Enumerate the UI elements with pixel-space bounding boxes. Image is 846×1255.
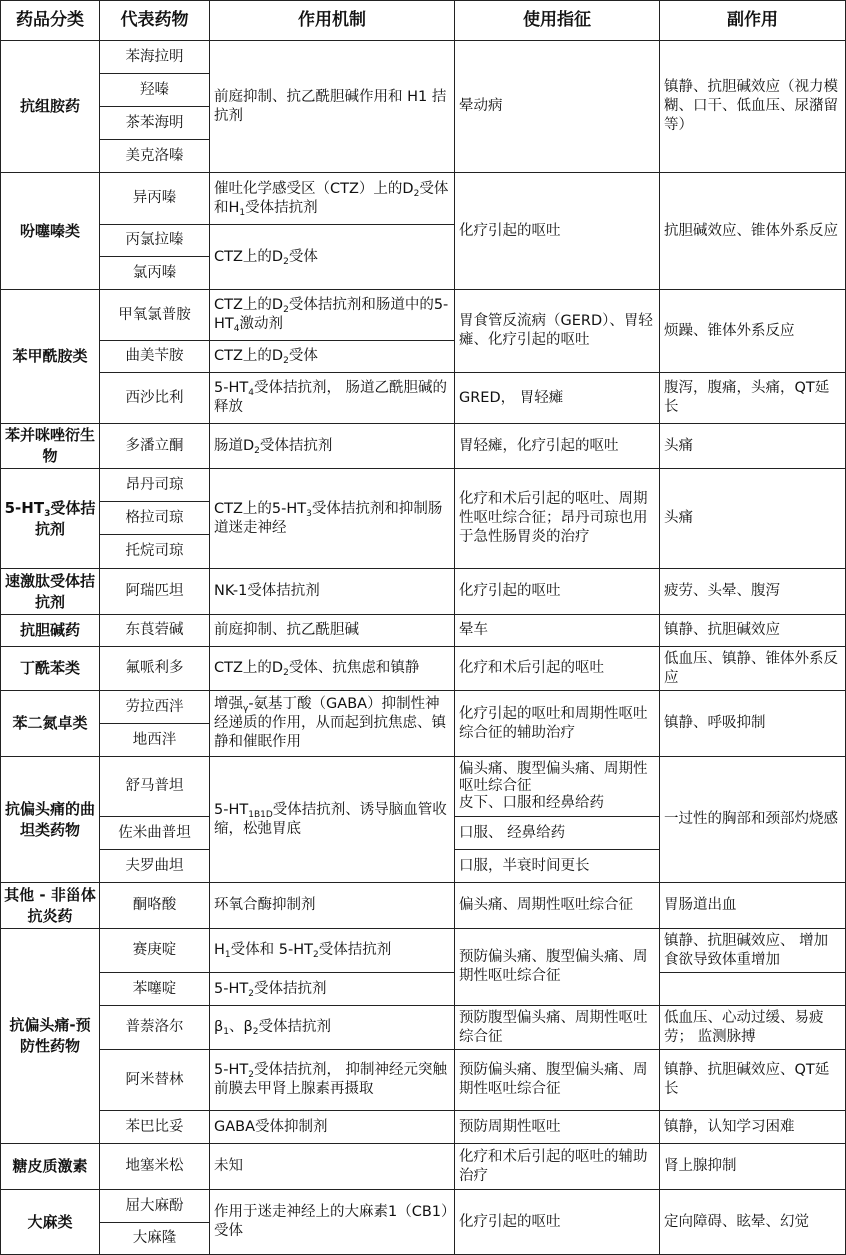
- text: 5-HT: [214, 801, 249, 818]
- text: 偏头痛、腹型偏头痛、周期性呕吐综合征: [459, 761, 648, 794]
- text: 受体拮抗剂、诱导脑血管收缩，松弛胃底: [214, 801, 447, 837]
- indication-cell: 化疗引起的呕吐: [455, 569, 660, 615]
- header-drug: 代表药物: [100, 1, 210, 41]
- text: 受体拮抗剂: [253, 980, 327, 997]
- category-benzamide: 苯甲酰胺类: [1, 290, 100, 424]
- subscript: 2: [283, 305, 289, 315]
- side-effect-cell: 镇静、抗胆碱效应、 增加食欲导致体重增加: [660, 929, 846, 973]
- side-effect-cell: [660, 973, 846, 1006]
- mechanism-cell: [210, 424, 455, 469]
- side-effect-cell: 抗胆碱效应、锥体外系反应: [660, 173, 846, 290]
- mechanism-cell: [210, 341, 455, 373]
- indication-cell: 偏头痛、周期性呕吐综合征: [455, 883, 660, 929]
- mechanism-cell: 环氧合酶抑制剂: [210, 883, 455, 929]
- side-effect-cell: 腹泻，腹痛，头痛，QT延长: [660, 373, 846, 424]
- mechanism-cell: [210, 173, 455, 225]
- indication-cell: GRED， 胃轻瘫: [455, 373, 660, 424]
- side-effect-cell: 镇静、抗胆碱效应、QT延长: [660, 1050, 846, 1111]
- indication-cell: 胃轻瘫，化疗引起的呕吐: [455, 424, 660, 469]
- indication-cell: 化疗和术后引起的呕吐的辅助治疗: [455, 1144, 660, 1190]
- drug-cell: 丙氯拉嗪: [100, 225, 210, 257]
- drug-cell: 羟嗪: [100, 74, 210, 107]
- mechanism-cell: [210, 225, 455, 290]
- category-benzimidazole: 苯并咪唑衍生物: [1, 424, 100, 469]
- drug-cell: 甲氧氯普胺: [100, 290, 210, 341]
- category-cannabinoid: 大麻类: [1, 1190, 100, 1255]
- text: 受体: [288, 348, 318, 364]
- text: 受体拮抗剂和肠道中的5-HT: [214, 297, 449, 332]
- category-butyrophenone: 丁酰苯类: [1, 647, 100, 691]
- drug-cell: 苯海拉明: [100, 41, 210, 74]
- subscript: 2: [283, 356, 289, 366]
- category-benzodiazepine: 苯二氮卓类: [1, 691, 100, 757]
- mechanism-cell: [210, 1006, 455, 1050]
- subscript: 2: [248, 988, 254, 999]
- side-effect-cell: 头痛: [660, 469, 846, 569]
- drug-cell: 曲美苄胺: [100, 341, 210, 373]
- header-indication: 使用指征: [455, 1, 660, 41]
- subscript: 1: [223, 1027, 229, 1037]
- mechanism-cell: 前庭抑制、抗乙酰胆碱: [210, 615, 455, 647]
- side-effect-cell: 镇静、呼吸抑制: [660, 691, 846, 757]
- subscript: 2: [312, 950, 319, 960]
- drug-cell: 舒马普坦: [100, 757, 210, 817]
- side-effect-cell: 低血压、心动过缓、易疲劳； 监测脉搏: [660, 1006, 846, 1050]
- drug-cell: 氯丙嗪: [100, 257, 210, 290]
- mechanism-cell: GABA受体抑制剂: [210, 1111, 455, 1144]
- text: 肠道D: [214, 437, 255, 454]
- side-effect-cell: 疲劳、头晕、腹泻: [660, 569, 846, 615]
- subscript: 2: [252, 1027, 259, 1037]
- text: CTZ上的D: [214, 660, 284, 676]
- text: 5-HT: [214, 380, 249, 396]
- category-migraine-prevention: 抗偏头痛-预防性药物: [1, 929, 100, 1144]
- mechanism-cell: 未知: [210, 1144, 455, 1190]
- drug-cell: 美克洛嗪: [100, 140, 210, 173]
- mechanism-cell: [210, 373, 455, 424]
- drug-cell: 托烷司琼: [100, 535, 210, 569]
- subscript: 4: [233, 324, 240, 334]
- drug-cell: 阿米替林: [100, 1050, 210, 1111]
- text: 受体拮抗剂: [34, 498, 96, 538]
- indication-cell: 化疗和术后引起的呕吐: [455, 647, 660, 691]
- drug-cell: 苯巴比妥: [100, 1111, 210, 1144]
- text: CTZ上的D: [214, 248, 284, 265]
- indication-cell: 口服、 经鼻给药: [455, 817, 660, 850]
- drug-cell: 劳拉西泮: [100, 691, 210, 724]
- text: 激动剂: [239, 316, 283, 332]
- text: 受体拮抗剂， 肠道乙酰胆碱的释放: [214, 380, 448, 415]
- mechanism-cell: 作用于迷走神经上的大麻素1（CB1）受体: [210, 1190, 455, 1255]
- indication-cell: 化疗引起的呕吐: [455, 173, 660, 290]
- text: 5-HT: [214, 1062, 249, 1078]
- drug-cell: 普萘洛尔: [100, 1006, 210, 1050]
- subscript: 1B1D: [248, 809, 273, 820]
- drug-cell: 阿瑞匹坦: [100, 569, 210, 615]
- subscript: 2: [283, 668, 289, 678]
- header-row: [1, 1, 846, 41]
- text: 受体和 5-HT: [230, 942, 313, 958]
- text: H: [214, 942, 225, 958]
- drug-cell: 格拉司琼: [100, 502, 210, 535]
- drug-cell: 酮咯酸: [100, 883, 210, 929]
- drug-cell: 茶苯海明: [100, 107, 210, 140]
- text: CTZ上的D: [214, 297, 284, 313]
- text: β: [214, 1019, 224, 1035]
- category-anticholinergic: 抗胆碱药: [1, 615, 100, 647]
- side-effect-cell: 肾上腺抑制: [660, 1144, 846, 1190]
- side-effect-cell: 镇静、抗胆碱效应（视力模糊、口干、低血压、尿潴留等）: [660, 41, 846, 173]
- text: 受体拮抗剂: [259, 437, 333, 454]
- subscript: 2: [283, 256, 289, 267]
- subscript: 2: [413, 188, 420, 199]
- category-phenothiazine: 吩噻嗪类: [1, 173, 100, 290]
- drug-cell: 多潘立酮: [100, 424, 210, 469]
- mechanism-cell: [210, 1050, 455, 1111]
- text: 受体和H: [214, 180, 449, 216]
- drug-cell: 佐米曲普坦: [100, 817, 210, 850]
- text: 受体拮抗剂: [258, 1019, 331, 1035]
- drug-cell: 异丙嗪: [100, 173, 210, 225]
- drug-cell: 赛庚啶: [100, 929, 210, 973]
- category-5ht3-antagonist: [1, 469, 100, 569]
- category-glucocorticoid: 糖皮质激素: [1, 1144, 100, 1190]
- side-effect-cell: 胃肠道出血: [660, 883, 846, 929]
- mechanism-cell: [210, 929, 455, 973]
- side-effect-cell: 一过性的胸部和颈部灼烧感: [660, 757, 846, 883]
- side-effect-cell: 烦躁、锥体外系反应: [660, 290, 846, 373]
- subscript: γ: [243, 704, 249, 714]
- mechanism-cell: [210, 691, 455, 757]
- drug-cell: 氟哌利多: [100, 647, 210, 691]
- category-tachykinin-antagonist: 速激肽受体拮抗剂: [1, 569, 100, 615]
- text: 受体: [288, 248, 318, 265]
- mechanism-cell: [210, 647, 455, 691]
- drug-cell: 地西泮: [100, 724, 210, 757]
- subscript: 3: [306, 508, 312, 519]
- text: 受体拮抗剂: [245, 199, 318, 216]
- text: 受体拮抗剂， 抑制神经元突触前膜去甲肾上腺素再摄取: [214, 1062, 448, 1097]
- indication-cell: 预防偏头痛、腹型偏头痛、周期性呕吐综合征: [455, 929, 660, 1006]
- text: 催吐化学感受区（CTZ）上的D: [214, 180, 414, 197]
- drug-cell: 苯噻啶: [100, 973, 210, 1006]
- indication-cell: 口服，半衰时间更长: [455, 850, 660, 883]
- text: 、β: [229, 1019, 253, 1035]
- side-effect-cell: 镇静、抗胆碱效应: [660, 615, 846, 647]
- subscript: 1: [239, 207, 246, 218]
- category-antihistamine: 抗组胺药: [1, 41, 100, 173]
- text: CTZ上的D: [214, 348, 284, 364]
- header-mechanism: 作用机制: [210, 1, 455, 41]
- mechanism-cell: [210, 757, 455, 883]
- text: 受体、抗焦虑和镇静: [288, 660, 420, 676]
- mechanism-cell: [210, 973, 455, 1006]
- indication-cell: 预防周期性呕吐: [455, 1111, 660, 1144]
- text: 受体拮抗剂: [318, 942, 392, 958]
- header-category: 药品分类: [1, 1, 100, 41]
- side-effect-cell: 镇静，认知学习困难: [660, 1111, 846, 1144]
- subscript: 1: [224, 950, 231, 960]
- indication-cell: 预防偏头痛、腹型偏头痛、周期性呕吐综合征: [455, 1050, 660, 1111]
- side-effect-cell: 低血压、镇静、锥体外系反应: [660, 647, 846, 691]
- indication-cell: 化疗引起的呕吐: [455, 1190, 660, 1255]
- indication-cell: 晕车: [455, 615, 660, 647]
- header-side-effect: 副作用: [660, 1, 846, 41]
- text: CTZ上的5-HT: [214, 500, 307, 517]
- subscript: 2: [248, 1070, 254, 1080]
- drug-cell: 屈大麻酚: [100, 1190, 210, 1223]
- subscript: 4: [248, 388, 254, 398]
- indication-cell: 化疗和术后引起的呕吐、周期性呕吐综合征；昂丹司琼也用于急性肠胃炎的治疗: [455, 469, 660, 569]
- drug-cell: 昂丹司琼: [100, 469, 210, 502]
- indication-cell: 胃食管反流病（GERD）、胃轻瘫、化疗引起的呕吐: [455, 290, 660, 373]
- side-effect-cell: 定向障碍、眩晕、幻觉: [660, 1190, 846, 1255]
- text: 增强: [214, 696, 243, 712]
- indication-cell: [455, 757, 660, 817]
- mechanism-cell: 前庭抑制、抗乙酰胆碱作用和 H1 拮抗剂: [210, 41, 455, 173]
- category-triptan: 抗偏头痛的曲坦类药物: [1, 757, 100, 883]
- text: 受体拮抗剂和抑制肠道迷走神经: [214, 500, 443, 536]
- mechanism-cell: [210, 469, 455, 569]
- drug-cell: 西沙比利: [100, 373, 210, 424]
- indication-cell: 晕动病: [455, 41, 660, 173]
- subscript: 2: [254, 445, 260, 456]
- subscript: 3: [44, 508, 51, 519]
- text: 皮下、口服和经鼻给药: [459, 795, 604, 811]
- drug-cell: 东莨菪碱: [100, 615, 210, 647]
- indication-cell: 化疗引起的呕吐和周期性呕吐综合征的辅助治疗: [455, 691, 660, 757]
- drug-cell: 大麻隆: [100, 1223, 210, 1255]
- text: -氨基丁酸（GABA）抑制性神经递质的作用，从而起到抗焦虑、镇静和催眠作用: [214, 696, 446, 750]
- category-nsaid: 其他 - 非甾体抗炎药: [1, 883, 100, 929]
- mechanism-cell: NK-1受体拮抗剂: [210, 569, 455, 615]
- drug-cell: 地塞米松: [100, 1144, 210, 1190]
- drug-cell: 夫罗曲坦: [100, 850, 210, 883]
- mechanism-cell: [210, 290, 455, 341]
- side-effect-cell: 头痛: [660, 424, 846, 469]
- text: 5-HT: [4, 498, 45, 517]
- text: 5-HT: [214, 980, 249, 997]
- indication-cell: 预防腹型偏头痛、周期性呕吐综合征: [455, 1006, 660, 1050]
